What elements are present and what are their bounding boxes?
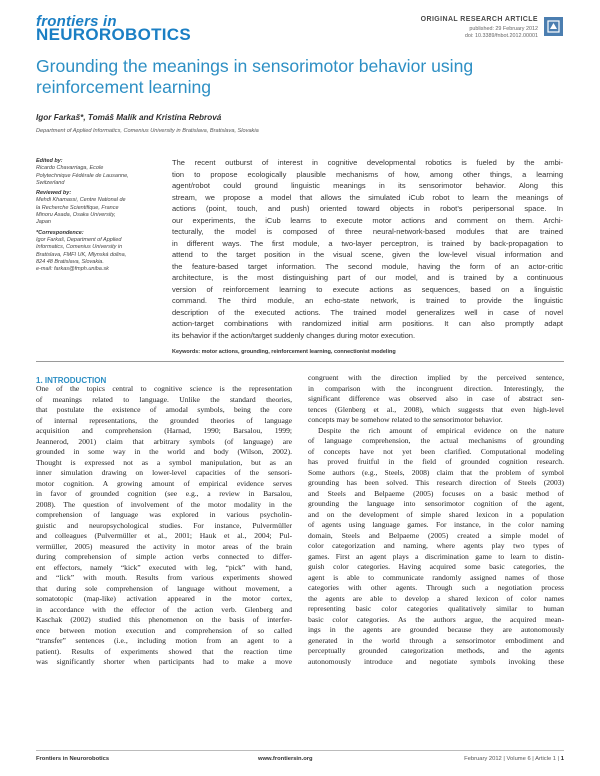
body-text-line: concepts may be somehow related to the sensorimotor behavior. [308,415,503,424]
section-divider [36,361,564,362]
reviewed-by-line: la Recherche Scientifique, France [36,204,119,211]
body-text-line: and on the development of simple shared lexicon in a population [308,509,564,519]
reviewed-by-line: Japan [36,219,51,226]
reviewed-by-line: Minoru Asada, Osaka University, [36,212,116,219]
body-text-line: of meanings related to language. Unlike the standard theories, [36,394,292,404]
body-text-line: basic color categories. As the authors argue, the acquired mean- [308,614,564,624]
abstract-line: version of reinforcement learning to execute actions as sequences, based on a linguistic [172,284,563,294]
body-text-line: perceptually grounded categorization methods, and the agents [308,646,564,655]
abstract-line: the feature-based target information. The second module, having the form of an actor-critic [172,261,563,271]
author-list: Igor Farkaš*, Tomáš Malík and Kristína Rebrová [36,113,222,122]
body-text-line: ence between motion execution and comprehension of so called [36,625,292,635]
edited-by-line: Switzerland [36,179,65,186]
body-text-line: and “lick” with mouth. Results from various experiments showed [36,573,292,582]
footer-divider [36,750,564,751]
body-text-line: grounding the language into sensorimotor cognition of the agent, [308,499,564,508]
body-text-line: of internal representations, the grounded theories of language [36,415,292,425]
body-text-line: has proved fruitful in the field of grounded cognition research. [308,457,564,466]
body-text-line: ings in the agents are grounded because they are autonomously [308,625,564,634]
body-text-line: and Steels and Belpaeme (2005) focuses on a basic method of [308,488,564,498]
correspondence-label: *Correspondence: [36,229,84,236]
abstract-line: actions (point, touch, and push) oriented toward objects in robot’s peripersonal space. In [172,204,563,213]
journal-brand-line1: frontiers in [36,13,117,30]
body-text-line: guish color categories. Having acquired some basic categories, the [308,562,564,571]
correspondence-line: Informatics, Comenius University in [36,244,123,251]
correspondence-email[interactable]: e-mail: farkas@fmph.uniba.sk [36,266,109,273]
body-text-line: in accordance with the effector of the action verb. Glenberg and [36,604,292,614]
abstract [172,157,563,341]
body-text-line: grounded in some way in the world and body (Wilson, 2002). [36,447,292,456]
abstract-line: stream, we propose a model that allows the simulated iCub robot to learn the meanings of [172,192,563,202]
body-text-line: during comprehension of simple action verbs connected to differ- [36,552,292,561]
body-text-line: “transfer” sentences (i.e., including motion from an agent to a [36,636,292,645]
correspondence-line: 824 48 Bratislava, Slovakia. [36,258,104,265]
edited-by-line: Polytechnique Fédérale de Lausanne, [36,172,129,179]
correspondence-line: Igor Farkaš, Department of Applied [36,236,122,243]
abstract-line: attend to the target position in the visual scene, given the low-level visual information and [172,250,563,259]
footer-issue [464,756,564,762]
reviewed-by-label: Reviewed by: [36,190,72,197]
abstract-line: tecturally, the model is composed of three neural-network-based modules that are trained [172,227,563,236]
body-text-line: Some authors (e.g., Steels, 2008) claim that the problem of symbol [308,467,564,477]
body-text-line: 2008). The question of involvement of the motor modality in the [36,499,292,509]
body-text-line: of concepts have not yet been clarified. Computational modeling [308,446,564,456]
body-text-line: ent effectors, namely “kick” executed with leg, “pick” with hand, [36,562,292,572]
abstract-line: command. The third module, an echo-state network, is trained to provide the linguistic [172,296,563,305]
body-text-line: inner simulation drawing on lower-level capacities of the sensori- [36,468,292,477]
body-text-line: in favor of grounded cognition (see e.g., a review in Barsalou, [36,489,292,498]
abstract-line: in different ways. The first module, a two-layer perceptron, is trained by back-propagation to [172,238,563,248]
article-title: Grounding the meanings in sensorimotor behavior using reinforcement learning [36,56,474,97]
body-text-line: representing basic color categories qualitatively similar to human [308,604,564,613]
body-text-line: significant difference was observed also in case of abstract sen- [308,394,564,403]
body-column-left [36,384,292,668]
reviewed-by-line: Mehdi Khamassi, Centre National de [36,197,126,204]
body-text-line: guistic and neuropsychological studies. For instance, Pulvermüller [36,520,292,530]
body-text-line: patient). Results of experiments showed that the reaction time [36,646,292,656]
body-text-line: domain, Steels and Belpaeme (2005) created a simple model of [308,530,564,540]
correspondence-line: Bratislava, FMFI UK, Mlynská dolina, [36,251,127,258]
edited-by-line: Ricardo Chavarriaga, Ecole [36,165,104,172]
body-text-line: Jeannerod, 2001) claim that arbitrary symbols (of language) are [36,436,292,446]
abstract-line: architecture, is the most distinguishing part of our model, and is trained by a continuous [172,273,563,282]
body-text-line: motor cognition. A growing amount of empirical evidence serves [36,478,292,488]
body-text-line: of agents using language games. For instance, in the color naming [308,520,564,529]
doi: doi: 10.3389/fnbot.2012.00001 [464,33,538,39]
body-text-line: that during sole comprehension of language without movement, a [36,583,292,593]
affiliation: Department of Applied Informatics, Comenius University in Bratislava, Bratislava, Slovakia [36,128,259,134]
footer-issue-text: February 2012 | Volume 6 | Article 1 | [464,756,560,762]
body-text-line: somatotopic (map-like) activation appeared in the motor cortex, [36,594,292,603]
published-date: published: 29 February 2012 [469,26,538,32]
page-number: 1 [560,756,564,762]
body-text-line: color categorization and naming, where agents play two types of [308,541,564,550]
body-text-line: in comparison with the incongruent direction. Interestingly, the [308,383,564,393]
body-text-line: categories with other agents. Through such a negotiation process [308,583,564,592]
body-text-line: generated in the world through a sensorimotor embodiment and [308,635,564,645]
abstract-line: The recent outburst of interest in cognitive developmental robotics is fueled by the ambi- [172,158,563,167]
body-column-right [308,373,564,667]
abstract-line: our experiments, the iCub learns to execute motor actions and comment on them. Archi- [172,215,563,225]
body-text-line: autonomously introduce and negotiate symbols invoking these [308,656,564,666]
body-text-line: the agents are able to develop a shared lexicon of color names [308,593,564,603]
body-text-line: tences (Glenberg et al., 2008), which suggests that even high-level [308,404,564,414]
body-text-line: acquisition and comprehension (Harnad, 1990; Barsalou, 1999; [36,426,292,435]
open-access-logo-icon [544,17,563,36]
journal-brand-line2: NEUROROBOTICS [36,25,192,44]
body-text-line: Thought is expressed not as a symbol manipulation, but as an [36,457,292,467]
body-text-line: One of the topics central to cognitive science is the representation [36,384,292,393]
footer-journal: Frontiers in Neurorobotics [36,756,110,762]
body-text-line: Despite the rich amount of empirical evidence on the nature [318,425,564,435]
abstract-line: its behavior if the action/target suddenly changes during motor execution. [172,330,416,340]
abstract-line: agent/robot could ground linguistic meanings in its sensorimotor behavior. Along this [172,181,563,190]
body-text-line: agent is able to communicate randomly assigned names of those [308,572,564,582]
body-text-line: was significantly shorter when participants had to make a move [36,657,292,666]
body-text-line: Kaschak (2002) studied this phenomenon on the basis of interfer- [36,615,292,624]
abstract-line: description of the executed actions. The trained model generalizes well in case of novel [172,307,563,317]
body-text-line: congruent with the direction implied by the perceived sentence, [308,373,564,382]
editorial-sidebar [36,158,161,273]
body-text-line: vermüller, 2005) measured the activity in motor areas of the brain [36,541,292,551]
article-type: ORIGINAL RESEARCH ARTICLE [420,16,538,23]
body-text-line: grounding has been solved. This research direction of Steels (2003) [308,478,564,487]
abstract-line: tion to propose ecologically plausible mechanisms of how, among other things, a learning [172,169,563,179]
body-text-line: comprehension of language was explored in various psycholin- [36,510,292,519]
body-text-line: that postulate the existence of amodal symbols, being the core [36,405,292,414]
body-text-line: games. First an agent plays a discrimination game to learn to distin- [308,551,564,561]
edited-by-label: Edited by: [36,158,63,164]
keywords: Keywords: motor actions, grounding, reinforcement learning, connectionist modeling [172,349,396,355]
body-text-line: and colleagues (Pulvermüller et al., 2001; Hauk et al., 2004; Pul- [36,531,292,540]
abstract-line: action-target combinations with randomized initial arm positions. It can also promptly adapt [172,319,563,328]
body-text-line: of language comprehension, the actual mechanisms of grounding [308,436,564,445]
footer-url[interactable]: www.frontiersin.org [258,756,313,762]
section-heading-introduction: 1. INTRODUCTION [36,376,107,385]
